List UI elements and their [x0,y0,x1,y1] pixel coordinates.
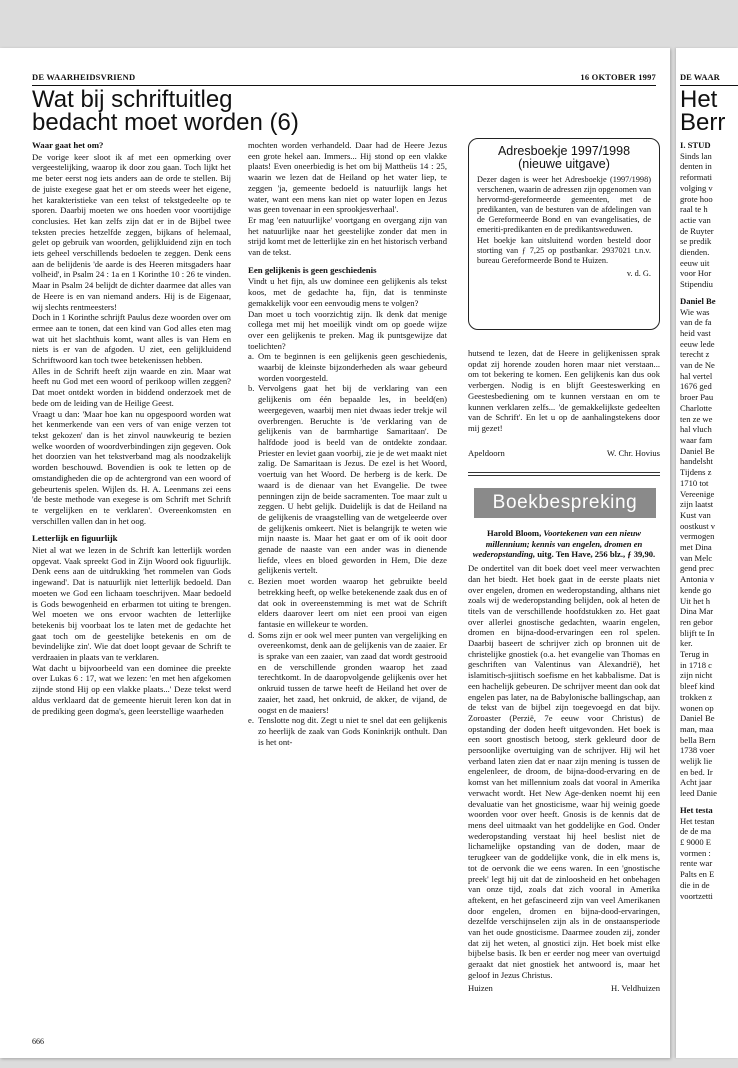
adjacent-line: Dina Mar [680,606,714,617]
article-column-2 [248,140,447,1040]
adjacent-lines [680,816,738,902]
adjacent-line: volging v [680,182,713,193]
paragraph: Alles in de Schrift heeft zijn waarde en zin. Maar wat heeft nu God met een woord of perikoop willen zeggen? Dat moet ontdekt worden in biddend onderzoek met de bede om de leiding van de Heilige Geest. [32,365,231,408]
adjacent-line: 1676 ged [680,381,712,392]
paragraph: Vindt u het fijn, als uw dominee een gelijkenis als tekst koos, met de gedachte ha, fijn, dat is tenminste gemakkelijk voor een eenvoudig mens te volgen? [248,276,447,308]
adjacent-line: ten ze we [680,413,713,424]
adjacent-lines [680,151,738,290]
adjacent-page-edge [676,48,738,1058]
adjacent-line: ren gebor [680,616,713,627]
paragraph: Wat dacht u bijvoorbeeld van een dominee die preekte over Lukas 6 : 17, wat we lezen: 'en met hen afgekomen zijnde stond Hij op een vlakke plaats...' Deze tekst werd aldus verklaard dat de gemeente hieruit leren kon dat in de prediking geen dogma's, geen leerstellige waarheden [32,662,231,716]
announcement-signature: v. d. G. [626,268,651,278]
adjacent-line: bella Bern [680,734,716,745]
adjacent-line: handelsht [680,456,713,467]
review-book-publisher: uitg. Ten Have, 256 blz., ƒ 39,90. [537,549,656,560]
section-divider [468,475,660,476]
adjacent-title-line2: Berr [680,109,726,136]
adjacent-line: bleef kind [680,681,715,692]
section-heading: Waar gaat het om? [32,140,104,150]
paragraph: Vraagt u dan: 'Maar hoe kan nu opgespoord worden wat het kenmerkende van een vers of van enige verzen tot tekst gekozen' dan is het zinvol nauwkeurig te bezien welke woorden of woordverbindingen zijn gegeven. Ook het doorzien van het tekstverband mag als noodzakelijk worden beschouwd. Bovendien is ook te letten op de omstandigheden die op de achtergrond van een woord of gebeurtenis spelen. Wijlen ds. H. A. Leenmans zei eens 'de beste methode van exegese is om Schrift met Schrift te vergelijken en te verklaren'. Overeenkomsten en verschillen vallen dan in het oog. [32,408,231,526]
adjacent-line: blijft te In [680,627,715,638]
adjacent-line: de Ruyter [680,225,714,236]
paragraph: Dan moet u toch voorzichtig zijn. Ik denk dat menige collega met mij het moeilijk vindt om op goede wijze over een gelijkenis te preken. Mag ik puntsgewijze dat toelichten? [248,308,447,351]
announcement-text: Dezer dagen is weer het Adresboekje (1997/1998) verschenen, waarin de adressen zijn opgenomen van hervormd-gereformeerde gemeenten, met de predikanten, van de besturen van de afdelingen van de Gereformeerde Bond en van evangelisaties, de emeriti-predikanten en de predikantsweduwen. [477,175,651,235]
adjacent-line: van de Ne [680,360,715,371]
article-title-line1: Wat bij schriftuitleg [32,86,233,113]
paragraph: Doch in 1 Korinthe schrijft Paulus deze woorden over om ermee aan te tonen, dat een kind van God alles eten mag wat uit het slachthuis komt, want alles is van Hem en niets is er van de afgoden. U ziet, een gelijkluidend Schriftwoord kan toch twee betekenissen hebben. [32,312,231,366]
issue-date: 16 OKTOBER 1997 [580,72,656,82]
list-text: Vervolgens gaat het bij de verklaring van een gelijkenis om één bepaalde les, in beeld(en) weergegeven, waarbij men niet dwaas ieder trekje wil overbrengen. Beruchte is 'de verklaring van de gelijkenis van de barmhartige Samaritaan'. De halfdode jood is beeld van de ontdekte zondaar. Priester en leviet gaan voorbij, zie je de wet maakt niet zalig. De Samaritaan is Jezus. De ezel is het Woord, voertuig van het Woord. De herberg is de kerk. De waard is de dienaar van het Evangelie. De twee penningen zijn de beide sacramenten. Toe maar zult u zeggen. U hebt gelijk. Duidelijk is dat de Heiland na de gelijkenis de vraagstelling van de wetgeleerde over de gelijkenis omkeert. Niet is belangrijk te weten wie mijn naaste is. Maar het gaat er om of ik ooit door genade de naaste van een ander was in dienende liefde, vlees en bloed geworden in Hem, Die deze gelijkenis vertelt. [258,383,447,576]
adjacent-line: wonen op [680,702,714,713]
adjacent-line: van de fa [680,317,712,328]
adjacent-line: kende go [680,584,712,595]
adjacent-line: oostkust v [680,520,716,531]
review-book-author: Harold Bloom, [486,528,542,538]
adjacent-line: zijn laatst [680,499,714,510]
announcement-box [468,138,660,330]
adjacent-line: actie van [680,214,711,225]
adjacent-line: Charlotte [680,402,712,413]
adjacent-line: man, maa [680,723,714,734]
article-place: Apeldoorn [468,448,505,458]
review-banner: Boekbespreking [474,488,656,518]
adjacent-line: welijk lie [680,756,713,767]
adjacent-line: heid vast [680,327,711,338]
section-heading: Een gelijkenis is geen geschiedenis [248,264,377,275]
adjacent-line: reformati [680,172,712,183]
article-column-1 [32,140,231,1040]
book-review [468,528,660,1028]
adjacent-line: trokken z [680,691,713,702]
list-item-e [248,715,447,747]
section-divider [468,472,660,473]
list-item-d [248,630,447,716]
adjacent-line: ker. [680,638,693,649]
adjacent-line: Antonia v [680,574,715,585]
paragraph: Er mag 'een natuurlijke' voortgang en overgang zijn van het natuurlijke naar het geestelijke zonder dat men in strijd komt met de letterlijke zin en het historisch verband van de tekst. [248,214,447,258]
adjacent-line: Sinds lan [680,150,712,161]
list-item-a [248,351,447,383]
review-signature [468,983,660,994]
list-item-b [248,383,447,576]
adjacent-line: denten in [680,161,712,172]
page-number: 666 [32,1037,44,1046]
adjacent-line: vormen : [680,847,711,858]
adjacent-line: grote hoo [680,193,713,204]
adjacent-line: van Melc [680,552,713,563]
article-signature [468,448,660,458]
adjacent-heading: I. STUD [680,140,711,150]
announcement-text: Het boekje kan uitsluitend worden besteld door storting van ƒ 7,25 op postbankar. 2937021 t.n.v. bureau Gereformeerde Bond te Huizen. [477,235,651,265]
list-text: Soms zijn er ook wel meer punten van vergelijking en overeenkomst, denk aan de gelijkenis van de zaaier. Er is sprake van een zaaier, van zaad dat wordt gestrooid en de verschillende gronden waarop het zaad terechtkomt. In de daaropvolgende gelijkenis over het onkruid tussen de tarwe heeft de Heiland het over de zaaier, het zaad, het onkruid, de akker, de vijand, de oogst en de maaiers! [258,629,447,715]
adjacent-line: Stipendiu [680,279,713,290]
adjacent-title-line1: Het [680,86,718,113]
list-marker: b. [248,383,255,394]
adjacent-line: 1738 voer [680,745,715,756]
adjacent-heading: Het testa [680,804,713,815]
adjacent-line: Vereenige [680,488,715,499]
adjacent-line: voortzetti [680,890,713,901]
article-column-3 [468,348,660,448]
adjacent-line: broer Pau [680,392,714,403]
newspaper-page [0,48,670,1058]
adjacent-line: Daniel Be [680,445,715,456]
page-header [32,72,656,86]
adjacent-line: raal te h [680,204,708,215]
list-marker: e. [248,715,254,726]
adjacent-line: de de ma [680,826,712,837]
adjacent-lines [680,307,738,799]
review-author: H. Veldhuizen [610,982,660,993]
adjacent-line: leed Danie [680,788,717,799]
adjacent-line: se predik [680,236,712,247]
adjacent-line: zijn nicht [680,670,713,681]
adjacent-line: hal vluch [680,424,712,435]
announcement-title-line2: (nieuwe uitgave) [518,157,610,171]
adjacent-line: Wie was [680,306,710,317]
announcement-title [477,145,651,171]
adjacent-line: £ 9000 E [680,837,712,847]
adjacent-page-title [680,88,725,134]
adjacent-line: rente war [680,858,713,869]
adjacent-line: in 1718 c [680,659,712,670]
list-marker: d. [248,629,255,640]
review-text: De ondertitel van dit boek doet veel meer verwachten dan het biedt. Het boek gaat in de eerste plaats niet over engelen, dromen en wederopstanding, althans niet zoals wij de wederopstanding belijden, ook al heten de titels van de verschillende hoofdstukken zo. Het gaat over allerlei gnostische gedachten, waarin engelen, dromen en bijna-dood-ervaringen een rol spelen. Daarbij baseert de schrijver zich op bronnen uit de christelijke gnostiek (o.a. het evangelie van Thomas en geschriften van Valentinus van Alexandrië), het islamitisch-sjiitisch soefisme en het kabbalisme. Dat is een hachelijk gebeuren. De schrijver meent dan ook dat engelen pas later, na de Babylonische ballingschap, aan de tekst van de bijbel zijn toegevoegd en dat bijv. Zoroaster (Perzië, 7e eeuw voor Christus) de opstanding der doden heeft uitgevonden. Het boek is een soort gnostisch betoog, sterk gekleurd door de persoonlijke overtuiging van de schrijver. Hij wil het verband laten zien dat er naar zijn mening is tussen de engelenleer, de droom, de bijna-dood-ervaring en de komst van het millennium zoals dat vooral in Amerika verwacht wordt. Het New Age-denken noemt hij een devaluatie van het gnosticisme, waar hij weinig goede woorden voor over heeft. Gnosis is de kennis dat de mens deel uitmaakt van het goddelijke en God. Onder wederopstanding verstaat hij heel beslist niet de lichamelijke opstanding van de doden, maar de terugkeer van de goddelijke vonk, die in elk mens is, tot de oervonk die we eens waren. In een 'gnostische preek' legt hij uit dat de zinloosheid en het onbehagen van onze tijd, zoals dat zich vooral in Amerika aftekent, en het gefascineerd zijn van veel Amerikanen door engelen, dromen en bijna-dood-ervaringen, dezelfde verschijnselen zijn als in de onstaansperiode van het oude gnosticisme. Daarmee zouden zij, zonder dat zij het weten, al gnostici zijn. Het boek mist elke bijbelse basis. Ik ben er eerder nog meer van overtuigd geraakt dat niet gnostiek het antwoord is, maar het geloof in Jezus Christus. [468,563,660,980]
article-title [32,88,452,134]
paragraph: De vorige keer sloot ik af met een opmerking over vergeestelijking, waarop ik door zou gaan. Toch lijkt het me beter eerst nog iets anders aan de orde te stellen. Bij de juiste exegese gaat het er om steeds weer het eigene, het karakteristieke van een tekst of tekstgedeelte op te sporen. Daarbij moeten we ons hoeden voor voortijdige conclusies. Het kan zelfs zijn dat er in de Bijbel twee teksten precies hetzelfde zeggen, bijkans of helemaal, gelet op gebruik van woorden, gelijkluidend zijn en toch iets geheel verschillends bedoelen te zeggen. Denk eens aan de belijdenis 'de aarde is des Heeren mitsgaders haar volheid', in Psalm 24 : 1a en 1 Korinthe 10 : 26 te vinden. Maar in Psalm 24 belijdt de dichter daarmee dat alles van de Heere is en van niemand anders. Hij is de Eigenaar, wij slechts rentmeesters! [32,151,231,312]
review-place: Huizen [468,982,493,993]
review-book-title: Voortekenen van een nieuw millennium; kennis van engelen, dromen en wederopstanding, [472,528,643,560]
adjacent-line: die in de [680,879,710,890]
list-marker: a. [248,351,254,362]
list-text: Om te beginnen is een gelijkenis geen geschiedenis, waarbij de kleinste bijzonderheden als waar gebeurd worden voorgesteld. [258,351,447,383]
adjacent-line: Acht jaar [680,777,712,788]
adjacent-line: Terug in [680,649,709,660]
adjacent-line: voor Hor [680,268,712,279]
list-marker: c. [248,576,254,587]
section-heading: Letterlijk en figuurlijk [32,533,118,544]
paragraph: hutsend te lezen, dat de Heere in gelijkenissen sprak opdat zij horende zouden horen maar niet verstaan... om tot bekering te komen. Een gelijkenis kan dus ook verbergen. Nodig is en blijft Geesteswerking en Geestesbediening om te kunnen verstaan en om te kunnen verklaren zelfs... 'de gemakkelijkste gedeelten van de Schrift'. En let u op de aanhalingstekens door mij gezet! [468,348,660,433]
adjacent-line: en bed. Ir [680,766,713,777]
adjacent-page-header: DE WAAR [680,72,738,86]
adjacent-line: terecht z [680,349,710,360]
article-title-line2: bedacht moet worden (6) [32,109,299,136]
adjacent-line: Uit het h [680,595,711,606]
paragraph: mochten worden verhandeld. Daar had de Heere Jezus een grote hekel aan. Immers... Hij stond op een vlakke plaats! Even oneerbiedig is het om bij Mattheüs 14 : 25, waarin we lezen dat de Heiland op het water liep, te zeggen 'ja, gemeente bedoeld is natuurlijk langs het water, want een mens kan niet op water lopen en Jezus was geen tovenaar in een sprookjesverhaal'. [248,140,447,215]
adjacent-line: 1710 tot [680,477,709,488]
adjacent-line: Kust van [680,509,711,520]
adjacent-line: vermogen [680,531,715,542]
adjacent-line: dienden. [680,247,710,258]
list-item-c [248,576,447,630]
adjacent-line: Het testan [680,815,715,826]
adjacent-line: gend prec [680,563,714,574]
list-text: Tenslotte nog dit. Zegt u niet te snel dat een gelijkenis zo heerlijk de zaak van Gods Koninkrijk onthult. Dan is het ont- [258,715,447,747]
publication-name: DE WAARHEIDSVRIEND [32,72,136,82]
adjacent-line: Daniel Be [680,713,715,724]
announcement-title-line1: Adresboekje 1997/1998 [497,144,631,158]
adjacent-line: Palts en E [680,869,715,880]
adjacent-line: Tijdens z [680,467,712,478]
article-author: W. Chr. Hovius [606,448,660,458]
adjacent-line: eeuw uit [680,257,710,268]
adjacent-line: eeuw lede [680,338,715,349]
adjacent-line: waar fam [680,434,713,445]
review-heading [468,528,660,560]
adjacent-page-column [680,140,738,901]
paragraph: Niet al wat we lezen in de Schrift kan letterlijk worden opgevat. Vaak spreekt God in Zijn Woord ook figuurlijk. Denk eens aan de uitdrukking 'het rommelen van Gods ingewand'. Dat is natuurlijk niet letterlijk bedoeld. Dan moeten we God een lichaam toeschrijven. Maar bedoeld is Gods bewogenheid en erbarmen tot uiting te brengen. Wel moeten we ons ervoor wachten de letterlijke betekenis bij voorbaat los te laten met de gedachte het gaat toch om de geestelijke betekenis en om de bevindelijke zin'. Wie dat doet loopt gevaar de Schrift te verdraaien in plaats van te verklaren. [32,545,231,663]
adjacent-line: met Dina [680,542,712,553]
list-text: Bezien moet worden waarop het gebruikte beeld betrekking heeft, op welke betekenende zaak dus en of dat ook in overeenstemming is met wat de Schrift elders daarover leert om niet een prooi van eigen fantasie en willekeur te worden. [258,576,447,629]
adjacent-line: hal vertel [680,370,713,381]
adjacent-heading: Daniel Be [680,295,716,306]
